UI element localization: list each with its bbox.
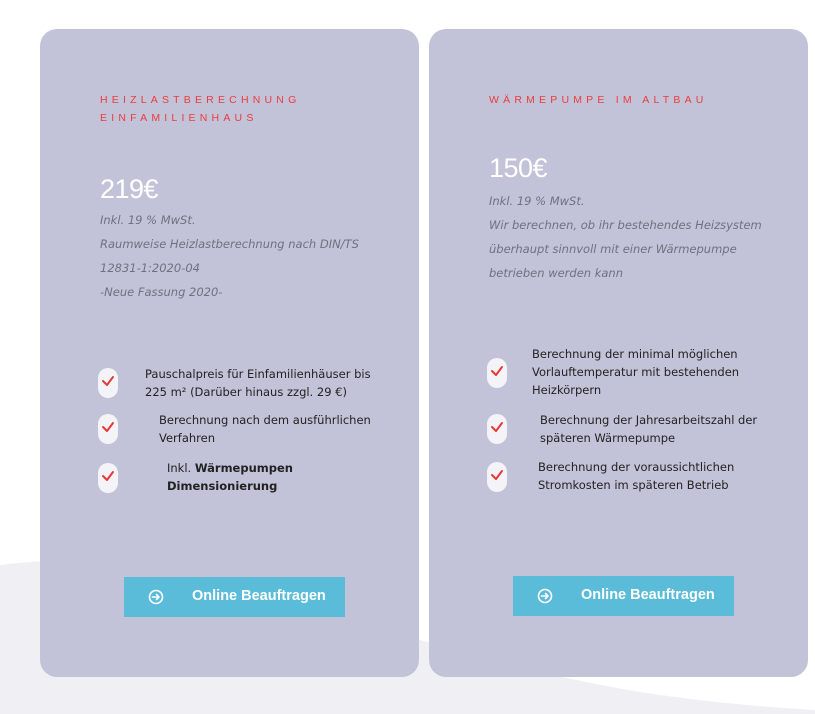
description-line: Inkl. 19 % MwSt.	[489, 194, 585, 208]
description-line: -Neue Fassung 2020-	[100, 285, 223, 299]
check-icon	[487, 358, 507, 388]
feature-text-bold: Wärmepumpen	[194, 461, 293, 475]
card-title	[100, 91, 360, 127]
feature-text-bold: Dimensionierung	[167, 479, 278, 493]
feature-text	[532, 345, 739, 399]
online-beauftragen-button[interactable]	[513, 576, 734, 616]
pricing-card-waermepumpe	[429, 29, 808, 677]
button-label: Online Beauftragen	[581, 587, 715, 603]
description-line: Inkl. 19 % MwSt.	[100, 213, 196, 227]
description-line: überhaupt sinnvoll mit einer Wärmepumpe	[489, 242, 737, 256]
arrow-circle-right-icon	[148, 589, 164, 605]
check-icon	[98, 463, 118, 493]
feature-text-line: Pauschalpreis für Einfamilienhäuser bis	[145, 367, 371, 381]
feature-text-line: späteren Wärmepumpe	[540, 431, 676, 445]
feature-text-line: Verfahren	[159, 431, 216, 445]
price-description	[100, 208, 390, 304]
check-icon	[487, 462, 507, 492]
description-line: Wir berechnen, ob ihr bestehendes Heizsystem	[489, 218, 762, 232]
feature-text	[538, 458, 734, 494]
check-icon	[98, 368, 118, 398]
feature-text	[540, 411, 757, 447]
feature-text-line: Berechnung der Jahresarbeitszahl der	[540, 413, 758, 427]
arrow-circle-right-icon	[537, 588, 553, 604]
check-icon	[98, 414, 118, 444]
price: 150€	[489, 153, 548, 183]
feature-text	[159, 411, 371, 447]
button-label: Online Beauftragen	[192, 588, 326, 604]
check-icon	[487, 414, 507, 444]
card-title-line: HEIZLASTBERECHNUNG	[100, 94, 301, 106]
description-line: 12831-1:2020-04	[100, 261, 200, 275]
card-title-line: WÄRMEPUMPE IM ALTBAU	[489, 94, 708, 106]
feature-text	[167, 459, 293, 495]
feature-text-line: Stromkosten im späteren Betrieb	[538, 478, 729, 492]
feature-text-line: Berechnung der voraussichtlichen	[538, 460, 735, 474]
feature-text-line: Heizkörpern	[532, 383, 602, 397]
online-beauftragen-button[interactable]	[124, 577, 345, 617]
description-line: betrieben werden kann	[489, 266, 624, 280]
price: 219€	[100, 174, 159, 204]
description-line: Raumweise Heizlastberechnung nach DIN/TS	[100, 237, 359, 251]
card-title	[489, 91, 749, 109]
feature-text-line: 225 m² (Darüber hinaus zzgl. 29 €)	[145, 385, 347, 399]
feature-text-prefix: Inkl.	[167, 461, 195, 475]
pricing-card-heizlast	[40, 29, 419, 677]
feature-text-line: Vorlauftemperatur mit bestehenden	[532, 365, 740, 379]
card-title-line: EINFAMILIENHAUS	[100, 112, 258, 124]
price-description	[489, 189, 779, 285]
feature-text-line: Berechnung nach dem ausführlichen	[159, 413, 371, 427]
feature-text-line: Berechnung der minimal möglichen	[532, 347, 738, 361]
feature-text	[145, 365, 371, 401]
